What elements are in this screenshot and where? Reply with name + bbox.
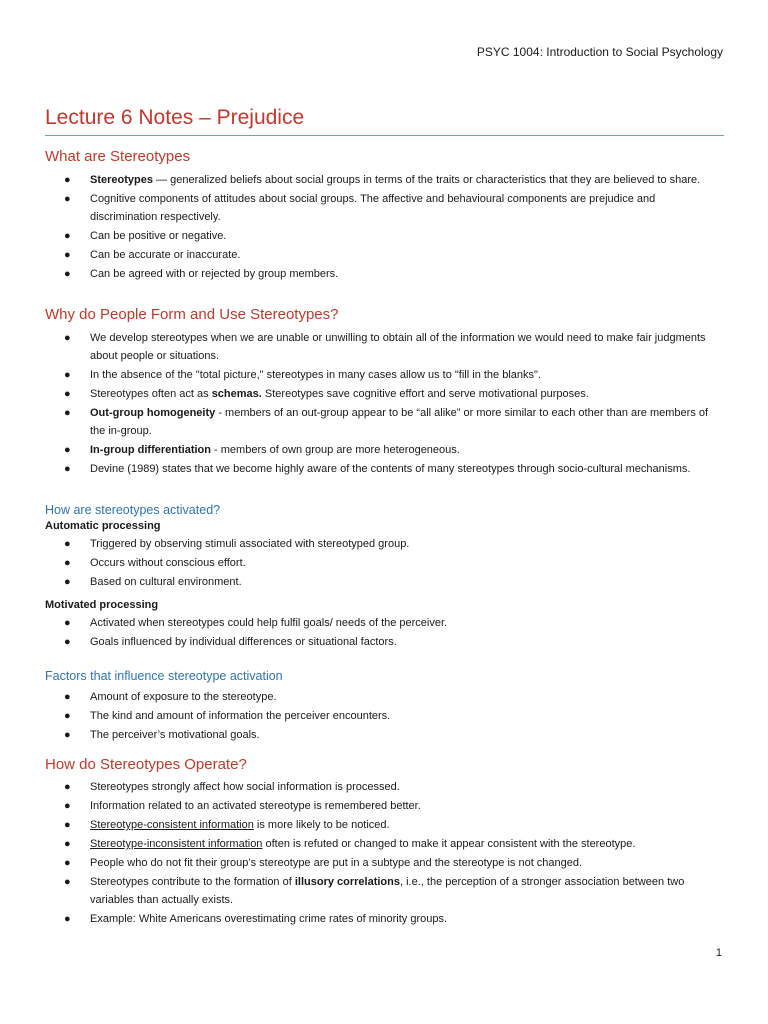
bullet-icon: ● [64,538,71,550]
section-heading: What are Stereotypes [45,148,191,165]
bullet-icon: ● [64,617,71,629]
section-what-are-stereotypes [45,148,724,284]
bullet-icon: ● [64,691,71,703]
list-item: ● Stereotype-consistent information is more likely to be noticed. [45,816,724,834]
list-item: ● Can be agreed with or rejected by group members. [45,265,724,283]
bullet-icon: ● [64,876,71,888]
list-item: ● Stereotype-inconsistent information often is refuted or changed to make it appear consistent with the stereotype. [45,835,724,853]
list-item: ● Can be accurate or inaccurate. [45,246,724,264]
list-item: ● Devine (1989) states that we become highly aware of the contents of many stereotypes through socio-cultural mechanisms. [45,460,724,478]
bullet-icon: ● [64,838,71,850]
bullet-list [45,329,724,478]
bullet-list [45,171,724,283]
list-item: ● Stereotypes — generalized beliefs about social groups in terms of the traits or characteristics that they are believed to share. [45,171,724,189]
course-header: PSYC 1004: Introduction to Social Psychology [476,45,723,59]
list-item: ● Activated when stereotypes could help fulfil goals/ needs of the perceiver. [45,614,724,632]
bullet-list [45,614,724,651]
subsection-heading: How are stereotypes activated? [45,503,221,517]
section-how-operate [45,756,724,929]
bullet-icon: ● [64,800,71,812]
bullet-icon: ● [64,249,71,261]
page-number: 1 [715,947,722,959]
list-item: ● Goals influenced by individual differences or situational factors. [45,633,724,651]
list-item: ● People who do not fit their group’s stereotype are put in a subtype and the stereotype is not changed. [45,854,724,872]
bullet-icon: ● [64,781,71,793]
list-item: ● Stereotypes contribute to the formation of illusory correlations, i.e., the perception of a stronger association between two variables than actually exists. [45,873,724,909]
bullet-icon: ● [64,444,71,456]
bullet-icon: ● [64,407,71,419]
bullet-list [45,535,724,591]
list-item: ● Occurs without conscious effort. [45,554,724,572]
bullet-icon: ● [64,369,71,381]
bullet-list [45,688,724,744]
page-title: Lecture 6 Notes – Prejudice [45,106,305,129]
list-item: ● Cognitive components of attitudes about social groups. The affective and behavioural components are prejudice and discrimination respectively. [45,190,724,226]
bullet-icon: ● [64,388,71,400]
section-factors [45,669,724,745]
title-divider [45,135,724,136]
section-heading: Why do People Form and Use Stereotypes? [45,306,339,323]
list-item: ● The perceiver’s motivational goals. [45,726,724,744]
list-item: ● Out-group homogeneity - members of an out-group appear to be “all alike” or more similar to each other than are members of the in-group. [45,404,724,440]
bullet-icon: ● [64,710,71,722]
list-item: ● Based on cultural environment. [45,573,724,591]
section-why-form [45,306,724,479]
subsection-heading: Factors that influence stereotype activation [45,669,283,683]
list-item: ● The kind and amount of information the perceiver encounters. [45,707,724,725]
bullet-icon: ● [64,230,71,242]
bullet-icon: ● [64,636,71,648]
bullet-icon: ● [64,174,71,186]
bullet-icon: ● [64,819,71,831]
bullet-icon: ● [64,557,71,569]
list-item: ● Example: White Americans overestimating crime rates of minority groups. [45,910,724,928]
bullet-list [45,778,724,928]
list-item: ● Amount of exposure to the stereotype. [45,688,724,706]
bullet-icon: ● [64,268,71,280]
list-item: ● Triggered by observing stimuli associated with stereotyped group. [45,535,724,553]
bullet-icon: ● [64,857,71,869]
subheading-motivated: Motivated processing [45,599,159,611]
section-heading: How do Stereotypes Operate? [45,756,247,773]
list-item: ● In the absence of the "total picture," stereotypes in many cases allow us to "fill in the blanks". [45,366,724,384]
list-item: ● Information related to an activated stereotype is remembered better. [45,797,724,815]
list-item: ● In-group differentiation - members of own group are more heterogeneous. [45,441,724,459]
bullet-icon: ● [64,193,71,205]
section-how-activated [45,503,724,652]
bullet-icon: ● [64,463,71,475]
bullet-icon: ● [64,576,71,588]
bullet-icon: ● [64,729,71,741]
list-item: ● Stereotypes strongly affect how social information is processed. [45,778,724,796]
list-item: ● Can be positive or negative. [45,227,724,245]
bullet-icon: ● [64,332,71,344]
subheading-automatic: Automatic processing [45,520,161,532]
list-item: ● We develop stereotypes when we are unable or unwilling to obtain all of the information we would need to make fair judgments about people or situations. [45,329,724,365]
list-item: ● Stereotypes often act as schemas. Stereotypes save cognitive effort and serve motivational purposes. [45,385,724,403]
bullet-icon: ● [64,913,71,925]
